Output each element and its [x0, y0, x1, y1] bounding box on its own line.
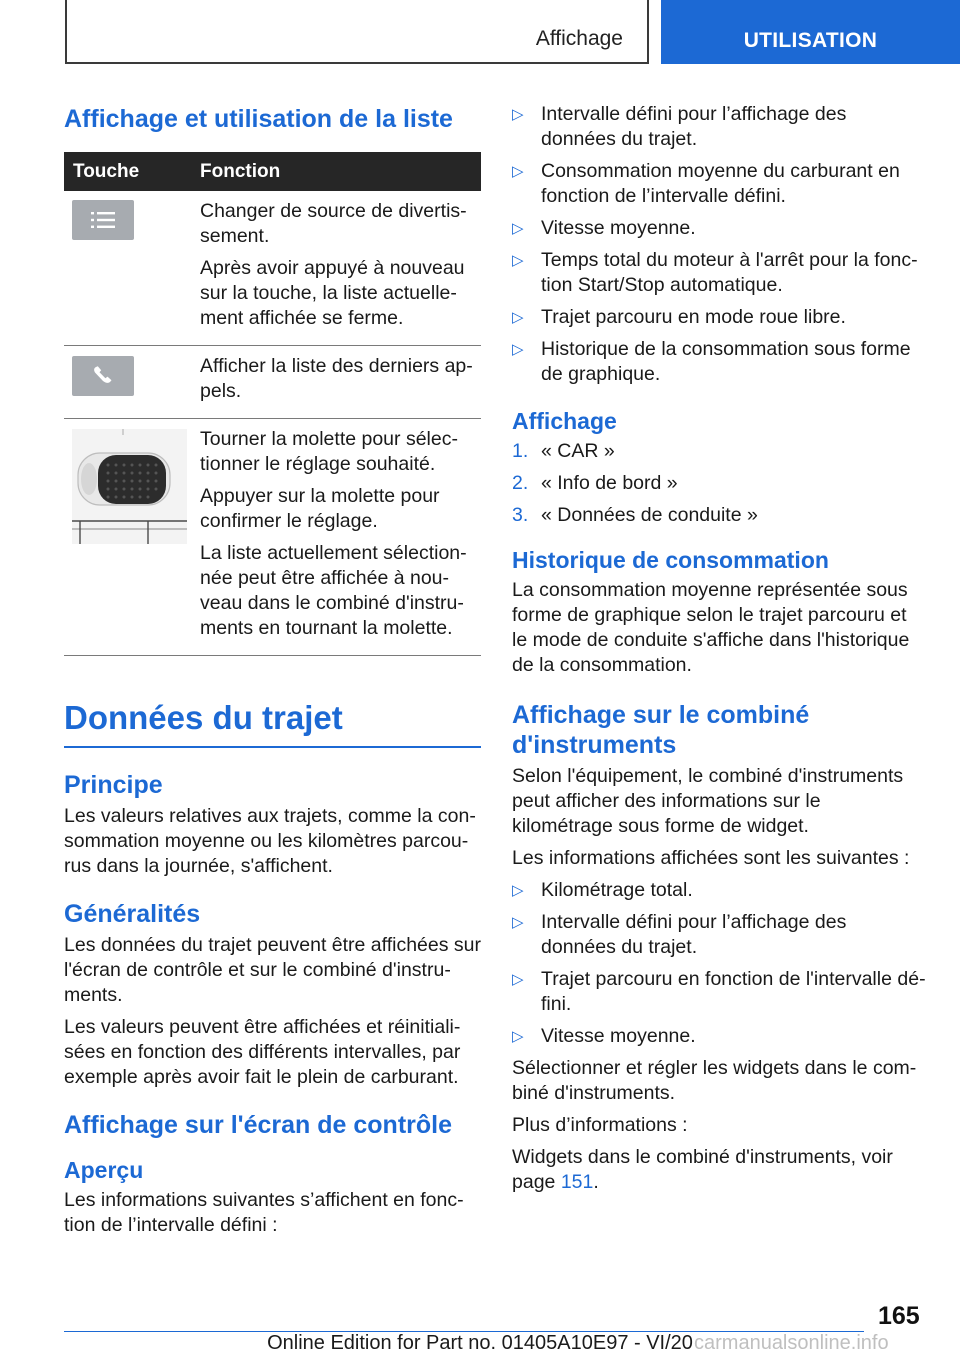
watermark: carmanualsonline.info: [694, 1332, 889, 1354]
triangle-bullet-icon: ▷: [512, 220, 524, 237]
triangle-bullet-icon: ▷: [512, 252, 524, 269]
triangle-bullet-icon: ▷: [512, 1028, 524, 1045]
list-item: ▷ Vitesse moyenne.: [512, 1025, 696, 1047]
page-number: 165: [878, 1302, 920, 1330]
controller-knob-image: [72, 429, 187, 544]
list-item: ▷ Intervalle défini pour l’affichage des données du trajet.: [512, 911, 847, 958]
generalites-text-1: Les données du trajet peuvent être affichées sur l'écran de contrôle et sur le combiné d'instruments.: [64, 934, 482, 1006]
right-column: [512, 102, 926, 1202]
affichage-steps: [512, 439, 926, 528]
left-column: [64, 98, 481, 1245]
widgets-text: Sélectionner et régler les widgets dans le combiné d'instruments.: [512, 1057, 917, 1104]
triangle-bullet-icon: ▷: [512, 914, 524, 931]
list-item: 1. « CAR »: [512, 440, 615, 462]
principe-heading: Principe: [64, 771, 163, 799]
triangle-bullet-icon: ▷: [512, 971, 524, 988]
combine-info-list: [512, 878, 926, 1049]
triangle-bullet-icon: ▷: [512, 341, 524, 358]
historique-heading: Historique de consommation: [512, 547, 829, 573]
triangle-bullet-icon: ▷: [512, 106, 524, 123]
page-link[interactable]: 151: [560, 1171, 594, 1193]
list-item: ▷ Kilométrage total.: [512, 879, 693, 901]
apercu-text: Les informations suivantes s’affichent en fonction de l’intervalle défini :: [64, 1189, 464, 1236]
list-item: ▷ Vitesse moyenne.: [512, 217, 696, 239]
combine-text-1: Selon l'équipement, le combiné d'instruments peut afficher des informations sur le kilométrage sous forme de widget.: [512, 765, 904, 837]
list-item: ▷ Intervalle défini pour l’affichage des données du trajet.: [512, 103, 847, 150]
footer-edition: Online Edition for Part no. 01405A10E97 - VI/20: [267, 1332, 693, 1354]
triangle-bullet-icon: ▷: [512, 882, 524, 899]
list-item: ▷ Trajet parcouru en fonction de l'intervalle défini.: [512, 968, 926, 1015]
principe-text: Les valeurs relatives aux trajets, comme la consommation moyenne ou les kilomètres parcourus dans la journée, s'affichent.: [64, 805, 476, 877]
table-row: [64, 419, 481, 656]
header-chapter-tab: [661, 0, 960, 64]
affichage-heading: Affichage: [512, 408, 617, 434]
col-header-function: Fonction: [200, 152, 481, 191]
function-table: [64, 152, 481, 656]
generalites-heading: Généralités: [64, 900, 201, 928]
list-item: ▷ Temps total du moteur à l'arrêt pour la fonction Start/Stop automatique.: [512, 249, 918, 296]
trip-data-title: Données du trajet: [64, 698, 481, 748]
row-1-line-1: Changer de source de divertissement.: [200, 200, 467, 247]
header-chapter-label: UTILISATION: [743, 29, 878, 52]
row-1-line-2: Après avoir appuyé à nouveau sur la touche, la liste actuellement affichée se ferme.: [200, 257, 465, 329]
generalites-text-2: Les valeurs peuvent être affichées et réinitialisées en fonction des différents intervalles, par exemple après avoir fait le plein de carburant.: [64, 1016, 461, 1088]
header-section-title: Affichage: [535, 27, 623, 50]
combine-text-2: Les informations affichées sont les suivantes :: [512, 847, 910, 869]
row-2-line-1: Afficher la liste des derniers appels.: [200, 355, 473, 402]
combine-heading: Affichage sur le combiné d'instruments: [512, 701, 810, 759]
page-reference: Widgets dans le combiné d'instruments, voir page 151.: [512, 1146, 893, 1193]
table-row: [64, 191, 481, 346]
phone-icon: [72, 356, 134, 396]
list-section-title: Affichage et utilisation de la liste: [64, 105, 453, 133]
header-frame: [65, 0, 649, 64]
triangle-bullet-icon: ▷: [512, 163, 524, 180]
historique-text: La consommation moyenne représentée sous forme de graphique selon le trajet parcouru et le mode de conduite s'affiche dans l'historique de la consommation.: [512, 579, 910, 676]
list-item: 3. « Données de conduite »: [512, 504, 758, 526]
list-item: ▷ Historique de la consommation sous forme de graphique.: [512, 338, 911, 385]
apercu-heading: Aperçu: [64, 1157, 144, 1183]
row-3-line-2: Appuyer sur la molette pour confirmer le réglage.: [200, 485, 440, 532]
control-display-heading: Affichage sur l'écran de contrôle: [64, 1111, 452, 1139]
list-item: 2. « Info de bord »: [512, 472, 678, 494]
list-icon: [72, 200, 134, 240]
triangle-bullet-icon: ▷: [512, 309, 524, 326]
list-item: ▷ Consommation moyenne du carburant en fonction de l’intervalle défini.: [512, 160, 900, 207]
more-info-label: Plus d’informations :: [512, 1114, 688, 1136]
trip-info-list: [512, 102, 926, 387]
row-3-line-1: Tourner la molette pour sélectionner le réglage souhaité.: [200, 428, 458, 475]
col-header-key: Touche: [64, 152, 200, 191]
table-header-row: [64, 152, 481, 191]
list-item: ▷ Trajet parcouru en mode roue libre.: [512, 306, 846, 328]
table-row: [64, 346, 481, 419]
row-3-line-3: La liste actuellement sélectionnée peut être affichée à nouveau dans le combiné d'instruments en tournant la molette.: [200, 542, 467, 639]
